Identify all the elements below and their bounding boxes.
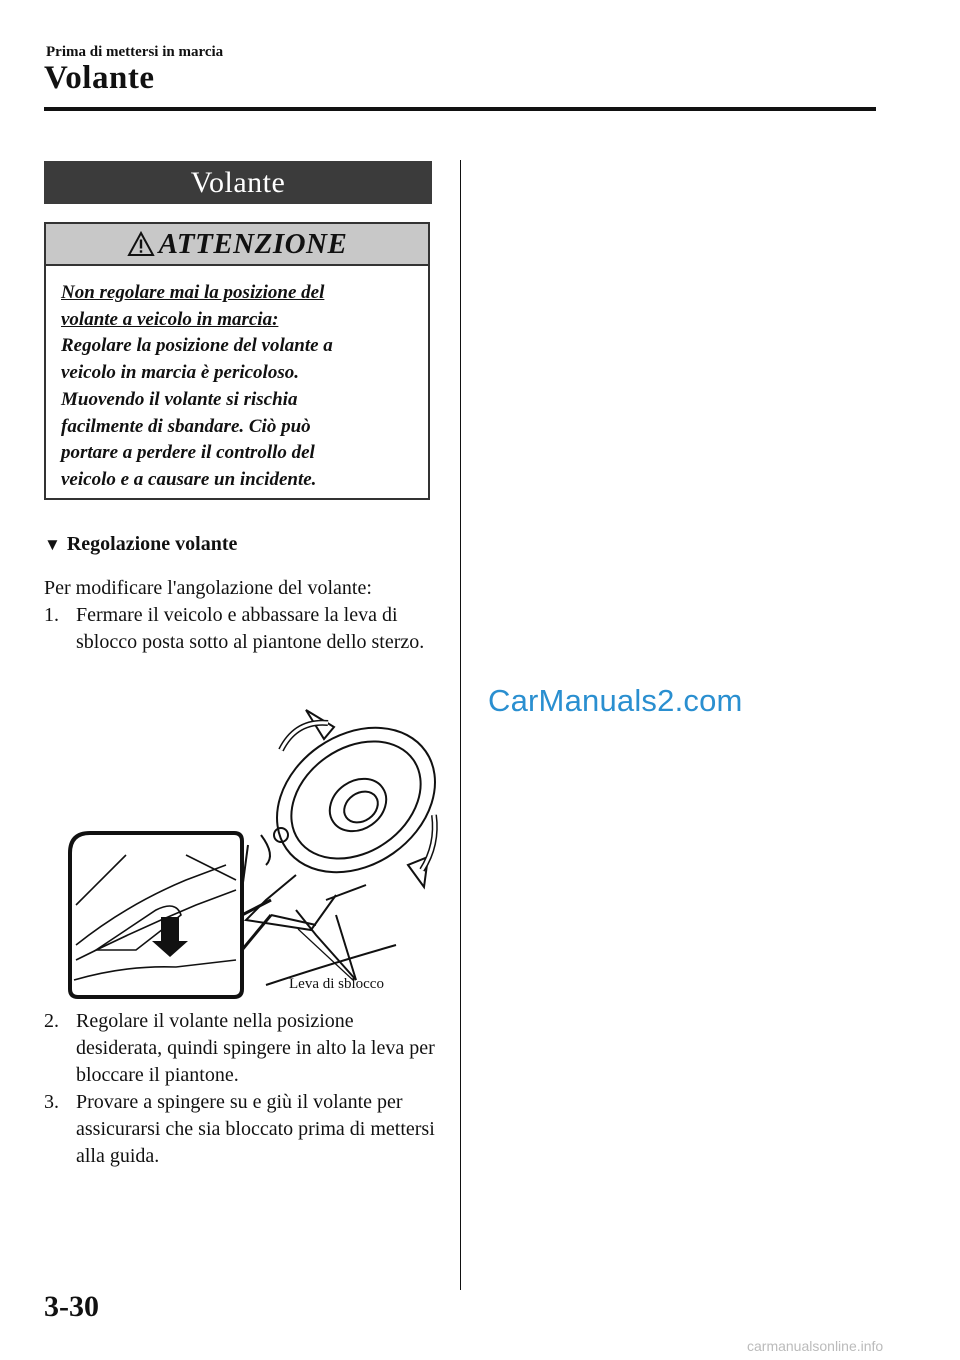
warning-line: Non regolare mai la posizione del <box>61 282 325 303</box>
step-text: Regolare il volante nella posizione desiderata, quindi spingere in alto la leva per bloccare il piantone. <box>76 1010 435 1086</box>
warning-line: volante a veicolo in marcia: <box>61 308 279 330</box>
triangle-marker-icon: ▼ <box>44 535 61 554</box>
footer-url: carmanualsonline.info <box>747 1338 884 1354</box>
header-divider <box>44 107 876 111</box>
warning-box <box>44 222 430 500</box>
page-number: 3-30 <box>44 1290 99 1323</box>
breadcrumb: Prima di mettersi in marcia <box>46 44 224 60</box>
warning-line: facilmente di sbandare. Ciò può <box>61 415 311 437</box>
warning-line: portare a perdere il controllo del <box>61 442 315 464</box>
warning-text <box>46 266 428 494</box>
intro-paragraph: Per modificare l'angolazione del volante: <box>44 577 372 599</box>
step-number: 3. <box>44 1091 59 1113</box>
subsection-heading-text: Regolazione volante <box>66 533 238 555</box>
watermark-text: CarManuals2.com <box>488 683 743 718</box>
figure-label: Leva di sblocco <box>289 976 384 992</box>
warning-triangle-icon <box>127 231 155 257</box>
warning-line: Muovendo il volante si rischia <box>61 388 298 410</box>
subsection-heading <box>44 533 237 556</box>
warning-header <box>46 224 428 266</box>
warning-line: veicolo in marcia è pericoloso. <box>61 362 299 384</box>
step-text: Provare a spingere su e giù il volante per assicurarsi che sia bloccato prima di mettersi alla guida. <box>76 1091 435 1167</box>
section-banner: Volante <box>44 161 432 204</box>
step-text: Fermare il veicolo e abbassare la leva di sblocco posta sotto al piantone dello sterzo. <box>76 604 425 653</box>
step-number: 2. <box>44 1010 59 1032</box>
warning-line: Regolare la posizione del volante a <box>61 335 333 357</box>
steering-wheel-illustration <box>66 705 446 1000</box>
column-divider <box>460 160 461 1290</box>
step-item <box>44 1008 439 1089</box>
page-title: Volante <box>44 60 155 96</box>
warning-line: veicolo e a causare un incidente. <box>61 468 317 490</box>
step-item <box>44 1089 439 1170</box>
step-number: 1. <box>44 604 59 626</box>
warning-title: ATTENZIONE <box>158 227 348 260</box>
step-item <box>44 602 439 656</box>
